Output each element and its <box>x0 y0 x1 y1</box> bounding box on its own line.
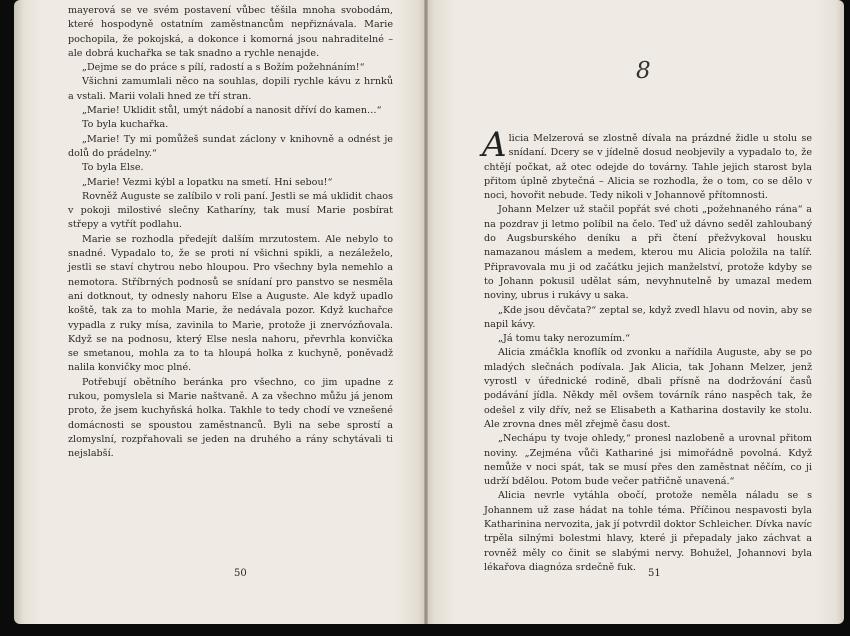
book-spine <box>424 0 428 624</box>
paragraph: To byla kuchařka. <box>82 119 169 131</box>
paragraph: mayerová se ve svém postavení vůbec těšila mnoha svobodám, které hospodyně ostatním zaměstnancům nepřiznávala. Marie pochopila, že pokojská, a dokonce i komorná jsou nahraditelné – ale dobrá kuchařka se tak snadno a rychle nenajde. <box>68 5 393 59</box>
paragraph: Alicia zmáčkla knoflík od zvonku a nařídila Auguste, aby se po mladých slečnách podívala. Jak Alicia, tak Johann Melzer, jenž vyrostl v úřednické rodině, dbali přísně na dodržování časů podávání jídla. Někdy měl ovšem továrník ráno naspěch tak, že odešel z vily dřív, než se Elisabeth a Katharina dostavily ke stolu. Ale zrovna dnes měl zřejmě času dost. <box>484 347 812 430</box>
paragraph: Potřebují obětního beránka pro všechno, co jim upadne z rukou, pomyslela si Marie naštvaně. A za všechno můžu já jenom proto, že jsem kuchyňská holka. Takhle to tedy chodí ve vznešené domácnosti se spoustou zaměstnanců. Byli na sebe sprostí a zlomyslní, rozpřahovali se jeden na druhého a rány schytávali ti nejslabší. <box>68 376 393 460</box>
page-number: 50 <box>234 568 247 579</box>
paragraph: „Marie! Uklidit stůl, umýt nádobí a nanosit dříví do kamen…“ <box>82 105 382 117</box>
right-page <box>426 0 844 624</box>
right-page-text <box>482 125 812 575</box>
paragraph: „Nechápu ty tvoje ohledy,“ pronesl nazlobeně a urovnal přitom noviny. „Zejména vůči Kathariné jsi mimořádně povolná. Když nemůže v noci spát, tak se musí přes den zaměstnat něčím, co ji udrží bdělou. Potom bude večer patřičně unavená.“ <box>484 433 812 488</box>
opening-paragraph <box>482 125 812 203</box>
paragraph: Alicia nevrle vytáhla obočí, protože neměla náladu se s Johannem už zase hádat na tohle téma. Příčinou nespavosti byla Katharinina nervozita, jak jí potvrdil doktor Schleicher. Dívka navíc trpěla silnými bolestmi hlavy, které ji přepadaly jako záchvat a rovněž měly co činit se slabými nervy. Bohužel, Johannovi byla lékařova diagnóza srdečně fuk. <box>484 490 812 573</box>
paragraph-text: licia Melzerová se zlostně dívala na prázdné židle u stolu se snídaní. Dcery se v jídelně dosud neobjevily a vypadalo to, že chtějí počkat, až otec odejde do továrny. Tahle jejich starost byla přitom úplně zbytečná – Alicia se rozhodla, že o tom, co se dělo v noci, hovořit nebude. Tedy nikoli v Johannově přítomnosti. <box>484 133 812 202</box>
paragraph: „Já tomu taky nerozumím.“ <box>498 333 631 345</box>
chapter-number: 8 <box>636 58 651 84</box>
paragraph: „Kde jsou děvčata?“ zeptal se, když zvedl hlavu od novin, aby se napil kávy. <box>484 304 812 330</box>
paragraph: Rovněž Auguste se zalíbilo v roli paní. Jestli se má uklidit chaos v pokoji milostivé slečny Katharíny, tak musí Marie posbírat střepy a vytřít podlahu. <box>68 190 393 231</box>
left-page <box>14 0 426 624</box>
drop-cap: A <box>482 125 507 165</box>
paragraph: Všichni zamumlali něco na souhlas, dopili rychle kávu z hrnků a vstali. Marii volali hned ze tří stran. <box>68 76 393 102</box>
paragraph: „Dejme se do práce s pílí, radostí a s Božím požehnáním!“ <box>82 62 365 74</box>
paragraph: Johann Melzer už stačil popřát své choti „požehnaného rána“ a na pozdrav ji letmo políbil na čelo. Teď už dávno seděl zahloubaný do Augsburského deníku a při čtení přežvykoval housku namazanou máslem a medem, kterou mu Alicia položila na talíř. Připravovala mu ji od začátku jejich manželství, protože kdyby se to Johann pokusil udělat sám, nevyhnutelně by umazal medem noviny, ubrus i rukávy u saka. <box>484 204 812 302</box>
left-page-text <box>68 4 393 462</box>
page-number: 51 <box>648 568 661 579</box>
paragraph: To byla Else. <box>82 162 144 174</box>
paragraph: „Marie! Ty mi pomůžeš sundat záclony v knihovně a odnést je dolů do prádelny.“ <box>68 133 393 159</box>
paragraph: „Marie! Vezmi kýbl a lopatku na smetí. Hni sebou!“ <box>82 176 333 188</box>
paragraph: Marie se rozhodla předejít dalším mrzutostem. Ale nebylo to snadné. Vypadalo to, že se proti ní všichni spikli, a nezáleželo, jestli se staví chytrou nebo hloupou. Pro všechny byla nemehlo a nemotora. Stříbrných podnosů se snídaní pro panstvo se nesměla ani dotknout, ty odnesly nahoru Else a Auguste. Ale když upadlo koště, tak za to mohla Marie, že nedávala pozor. Když kuchařce vypadla z ruky mísa, zavinila to Marie, protože ji znervózňovala. Když se na podnosu, který Else nesla nahoru, převrhla konvička se smetanou, mohla za to ta hloupá holka z kuchyně, poněvadž nalila konvičky moc plné. <box>68 233 393 374</box>
